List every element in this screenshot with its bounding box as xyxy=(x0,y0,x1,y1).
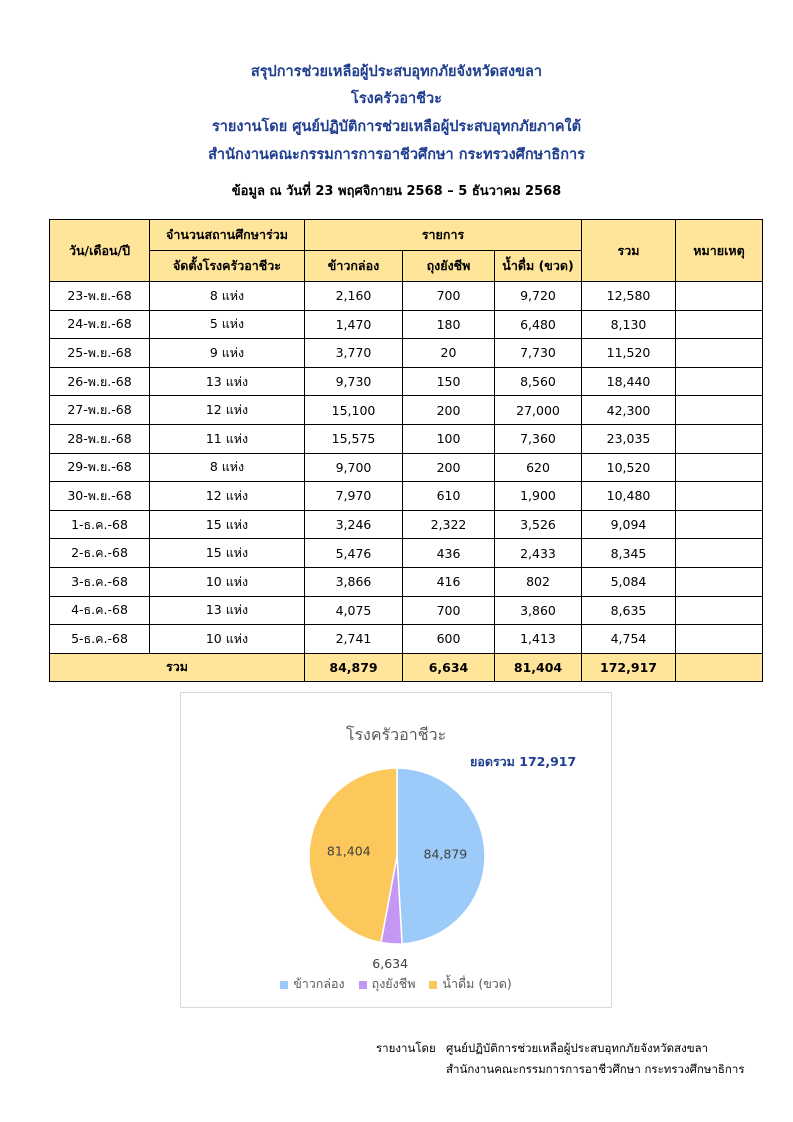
cell-note xyxy=(676,339,763,368)
footer-org-line2: สำนักงานคณะกรรมการการอาชีวศึกษา กระทรวงศึกษาธิการ xyxy=(446,1062,745,1076)
header-date: วัน/เดือน/ปี xyxy=(50,220,150,282)
cell-water: 3,860 xyxy=(495,596,582,625)
report-agency-line: สำนักงานคณะกรรมการการอาชีวศึกษา กระทรวงศึกษาธิการ xyxy=(208,147,585,163)
cell-sites: 15 แห่ง xyxy=(150,510,305,539)
cell-date: 23-พ.ย.-68 xyxy=(50,282,150,311)
date-range-line: ข้อมูล ณ วันที่ 23 พฤศจิกายน 2568 – 5 ธันวาคม 2568 xyxy=(231,184,562,199)
cell-bags: 2,322 xyxy=(403,510,495,539)
cell-bags: 20 xyxy=(403,339,495,368)
summary-table xyxy=(49,219,763,682)
legend-item xyxy=(280,974,344,994)
cell-total: 9,094 xyxy=(582,510,676,539)
cell-total: 10,520 xyxy=(582,453,676,482)
cell-total: 10,480 xyxy=(582,482,676,511)
cell-rice: 2,741 xyxy=(305,625,403,654)
cell-date: 29-พ.ย.-68 xyxy=(50,453,150,482)
total-rice: 84,879 xyxy=(305,653,403,681)
cell-rice: 9,700 xyxy=(305,453,403,482)
table-row xyxy=(50,367,763,396)
legend-item xyxy=(359,974,416,994)
total-label: รวม xyxy=(50,653,305,681)
cell-total: 5,084 xyxy=(582,567,676,596)
cell-total: 42,300 xyxy=(582,396,676,425)
legend-swatch xyxy=(359,981,367,989)
cell-sites: 13 แห่ง xyxy=(150,367,305,396)
cell-bags: 100 xyxy=(403,424,495,453)
cell-bags: 200 xyxy=(403,453,495,482)
chart-total-label: ยอดรวม 172,917 xyxy=(470,754,577,769)
cell-bags: 600 xyxy=(403,625,495,654)
total-water: 81,404 xyxy=(495,653,582,681)
cell-date: 24-พ.ย.-68 xyxy=(50,310,150,339)
cell-total: 23,035 xyxy=(582,424,676,453)
cell-date: 25-พ.ย.-68 xyxy=(50,339,150,368)
cell-date: 28-พ.ย.-68 xyxy=(50,424,150,453)
cell-total: 12,580 xyxy=(582,282,676,311)
header-sites-line1: จำนวนสถานศึกษาร่วม xyxy=(166,227,288,242)
legend-label: น้ำดื่ม (ขวด) xyxy=(442,976,512,991)
header-rice: ข้าวกล่อง xyxy=(305,251,403,282)
header-bags: ถุงยังชีพ xyxy=(403,251,495,282)
cell-note xyxy=(676,482,763,511)
cell-water: 7,730 xyxy=(495,339,582,368)
cell-total: 4,754 xyxy=(582,625,676,654)
cell-water: 27,000 xyxy=(495,396,582,425)
cell-sites: 9 แห่ง xyxy=(150,339,305,368)
table-row xyxy=(50,339,763,368)
cell-rice: 5,476 xyxy=(305,539,403,568)
cell-bags: 610 xyxy=(403,482,495,511)
header-sites-line2: จัดตั้งโรงครัวอาชีวะ xyxy=(150,251,305,282)
cell-date: 26-พ.ย.-68 xyxy=(50,367,150,396)
report-title: สรุปการช่วยเหลือผู้ประสบอุทกภัยจังหวัดสงขลา xyxy=(250,64,543,80)
cell-water: 2,433 xyxy=(495,539,582,568)
cell-water: 1,900 xyxy=(495,482,582,511)
cell-note xyxy=(676,453,763,482)
table-total-row xyxy=(50,653,763,681)
cell-total: 18,440 xyxy=(582,367,676,396)
pie-data-label-1: 6,634 xyxy=(372,955,409,971)
pie-chart xyxy=(180,692,612,1008)
header-items: รายการ xyxy=(305,220,582,251)
cell-total: 8,635 xyxy=(582,596,676,625)
cell-sites: 12 แห่ง xyxy=(150,396,305,425)
pie-data-label-2: 81,404 xyxy=(326,843,371,859)
legend-item xyxy=(429,974,511,994)
cell-bags: 416 xyxy=(403,567,495,596)
cell-note xyxy=(676,310,763,339)
cell-water: 7,360 xyxy=(495,424,582,453)
table-row xyxy=(50,424,763,453)
cell-date: 1-ธ.ค.-68 xyxy=(50,510,150,539)
cell-note xyxy=(676,596,763,625)
cell-water: 1,413 xyxy=(495,625,582,654)
cell-rice: 2,160 xyxy=(305,282,403,311)
table-row xyxy=(50,453,763,482)
cell-sites: 8 แห่ง xyxy=(150,453,305,482)
table-row xyxy=(50,539,763,568)
table-row xyxy=(50,625,763,654)
cell-sites: 12 แห่ง xyxy=(150,482,305,511)
legend-swatch xyxy=(429,981,437,989)
cell-date: 4-ธ.ค.-68 xyxy=(50,596,150,625)
total-all: 172,917 xyxy=(582,653,676,681)
cell-bags: 700 xyxy=(403,282,495,311)
chart-legend xyxy=(181,974,611,994)
cell-sites: 13 แห่ง xyxy=(150,596,305,625)
cell-total: 11,520 xyxy=(582,339,676,368)
legend-label: ถุงยังชีพ xyxy=(371,976,416,991)
cell-water: 6,480 xyxy=(495,310,582,339)
cell-rice: 3,770 xyxy=(305,339,403,368)
header-note: หมายเหตุ xyxy=(676,220,763,282)
cell-note xyxy=(676,282,763,311)
footer-report-by-label: รายงานโดย xyxy=(376,1041,436,1055)
cell-total: 8,130 xyxy=(582,310,676,339)
cell-rice: 4,075 xyxy=(305,596,403,625)
cell-bags: 700 xyxy=(403,596,495,625)
header-water: น้ำดื่ม (ขวด) xyxy=(495,251,582,282)
header-sites xyxy=(150,220,305,251)
cell-note xyxy=(676,510,763,539)
cell-total: 8,345 xyxy=(582,539,676,568)
cell-bags: 436 xyxy=(403,539,495,568)
table-row xyxy=(50,310,763,339)
cell-bags: 180 xyxy=(403,310,495,339)
cell-note xyxy=(676,539,763,568)
cell-bags: 200 xyxy=(403,396,495,425)
total-bags: 6,634 xyxy=(403,653,495,681)
cell-water: 3,526 xyxy=(495,510,582,539)
cell-sites: 11 แห่ง xyxy=(150,424,305,453)
cell-sites: 10 แห่ง xyxy=(150,567,305,596)
header-total: รวม xyxy=(582,220,676,282)
cell-water: 9,720 xyxy=(495,282,582,311)
cell-sites: 8 แห่ง xyxy=(150,282,305,311)
cell-date: 3-ธ.ค.-68 xyxy=(50,567,150,596)
cell-date: 2-ธ.ค.-68 xyxy=(50,539,150,568)
cell-note xyxy=(676,367,763,396)
cell-rice: 3,866 xyxy=(305,567,403,596)
cell-note xyxy=(676,567,763,596)
cell-rice: 3,246 xyxy=(305,510,403,539)
legend-label: ข้าวกล่อง xyxy=(293,976,345,991)
cell-water: 8,560 xyxy=(495,367,582,396)
report-by-line: รายงานโดย ศูนย์ปฏิบัติการช่วยเหลือผู้ประสบอุทกภัยภาคใต้ xyxy=(211,119,582,135)
cell-date: 5-ธ.ค.-68 xyxy=(50,625,150,654)
cell-date: 27-พ.ย.-68 xyxy=(50,396,150,425)
cell-rice: 7,970 xyxy=(305,482,403,511)
cell-rice: 15,100 xyxy=(305,396,403,425)
footer-org-line1: ศูนย์ปฏิบัติการช่วยเหลือผู้ประสบอุทกภัยจังหวัดสงขลา xyxy=(446,1041,709,1055)
cell-sites: 15 แห่ง xyxy=(150,539,305,568)
cell-water: 620 xyxy=(495,453,582,482)
table-row xyxy=(50,396,763,425)
pie-data-label-0: 84,879 xyxy=(423,846,468,862)
table-row xyxy=(50,567,763,596)
total-note xyxy=(676,653,763,681)
chart-title: โรงครัวอาชีวะ xyxy=(345,725,447,744)
report-subtitle: โรงครัวอาชีวะ xyxy=(351,91,442,107)
cell-note xyxy=(676,396,763,425)
cell-sites: 5 แห่ง xyxy=(150,310,305,339)
table-row xyxy=(50,282,763,311)
cell-date: 30-พ.ย.-68 xyxy=(50,482,150,511)
cell-rice: 15,575 xyxy=(305,424,403,453)
cell-sites: 10 แห่ง xyxy=(150,625,305,654)
table-row xyxy=(50,510,763,539)
table-row xyxy=(50,482,763,511)
cell-note xyxy=(676,625,763,654)
legend-swatch xyxy=(280,981,288,989)
cell-rice: 9,730 xyxy=(305,367,403,396)
cell-rice: 1,470 xyxy=(305,310,403,339)
cell-note xyxy=(676,424,763,453)
cell-bags: 150 xyxy=(403,367,495,396)
table-row xyxy=(50,596,763,625)
cell-water: 802 xyxy=(495,567,582,596)
